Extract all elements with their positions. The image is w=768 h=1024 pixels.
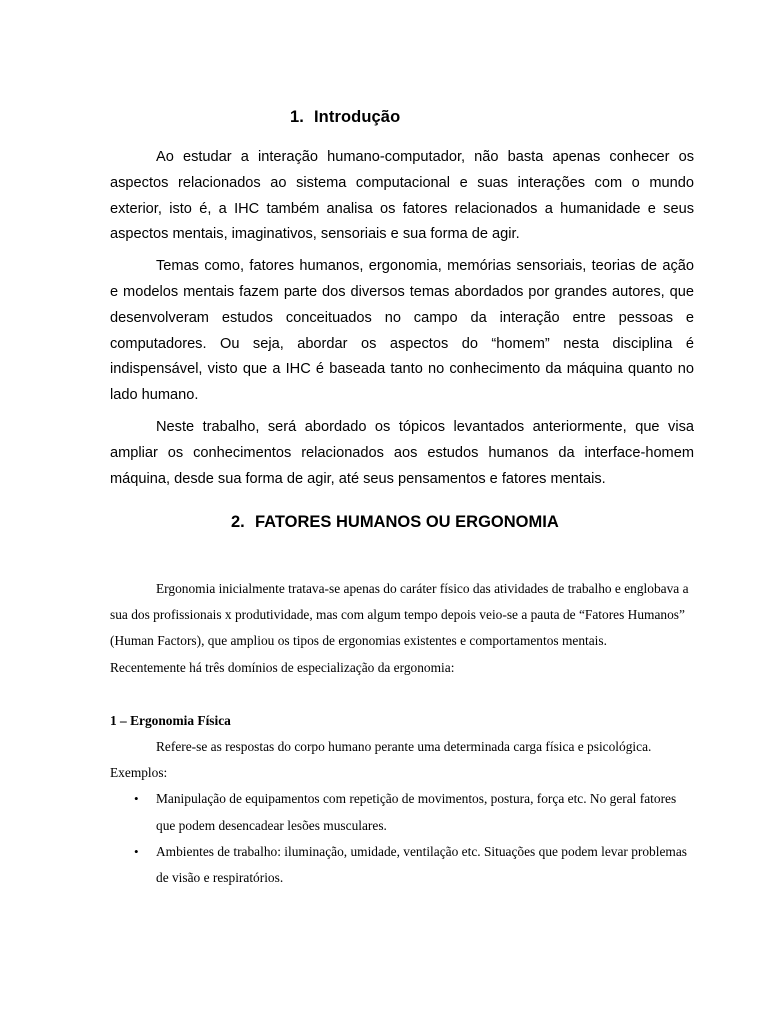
paragraph: Ao estudar a interação humano-computador, não basta apenas conhecer os aspectos relacionados ao sistema computacional e suas interações com o mundo exterior, isto é, a IHC também analisa os fatores relacionados a humanidade e seus aspectos mentais, imaginativos, sensoriais e sua forma de agir.	[110, 149, 694, 243]
section-2-body	[110, 576, 694, 891]
examples-list	[110, 786, 694, 891]
list-item-text: Ambientes de trabalho: iluminação, umidade, ventilação etc. Situações que podem levar problemas de visão e respiratórios.	[156, 843, 687, 886]
bullet-icon: •	[134, 843, 139, 859]
paragraph: Temas como, fatores humanos, ergonomia, memórias sensoriais, teorias de ação e modelos mentais fazem parte dos diversos temas abordados por grandes autores, que desenvolveram estudos conceituados no campo da interação entre pessoas e computadores. Ou seja, abordar os aspectos do “homem” nesta disciplina é indispensável, visto que a IHC é baseada tanto no conhecimento da máquina quanto no lado humano.	[110, 258, 694, 404]
section-1-heading	[290, 108, 400, 127]
list-item	[110, 839, 694, 891]
section-1-number: 1.	[290, 108, 304, 126]
list-item-text: Manipulação de equipamentos com repetição de movimentos, postura, força etc. No geral fatores que podem desencadear lesões musculares.	[156, 791, 677, 833]
paragraph: Neste trabalho, será abordado os tópicos levantados anteriormente, que visa ampliar os conhecimentos relacionados aos estudos humanos da interface-homem máquina, desde sua forma de agir, até seus pensamentos e fatores mentais.	[110, 418, 694, 487]
paragraph: Ergonomia inicialmente tratava-se apenas do caráter físico das atividades de trabalho e englobava a sua dos profissionais x produtividade, mas com algum tempo depois veio-se a pauta de “Fatores Humanos” (Human Factors), que ampliou os tipos de ergonomias existentes e comportamentos mentais.	[110, 581, 689, 649]
section-1-body	[110, 145, 694, 498]
section-1-title: Introdução	[314, 108, 401, 126]
section-2-title: FATORES HUMANOS OU ERGONOMIA	[255, 513, 559, 531]
paragraph: Refere-se as respostas do corpo humano perante uma determinada carga física e psicológica.	[156, 739, 652, 755]
paragraph: Recentemente há três domínios de especialização da ergonomia:	[110, 659, 455, 675]
subsection-title: 1 – Ergonomia Física	[110, 712, 231, 728]
section-2-number: 2.	[231, 513, 245, 531]
bullet-icon: •	[134, 791, 139, 807]
section-2-heading	[231, 513, 559, 532]
examples-label: Exemplos:	[110, 765, 168, 781]
list-item	[110, 786, 694, 838]
